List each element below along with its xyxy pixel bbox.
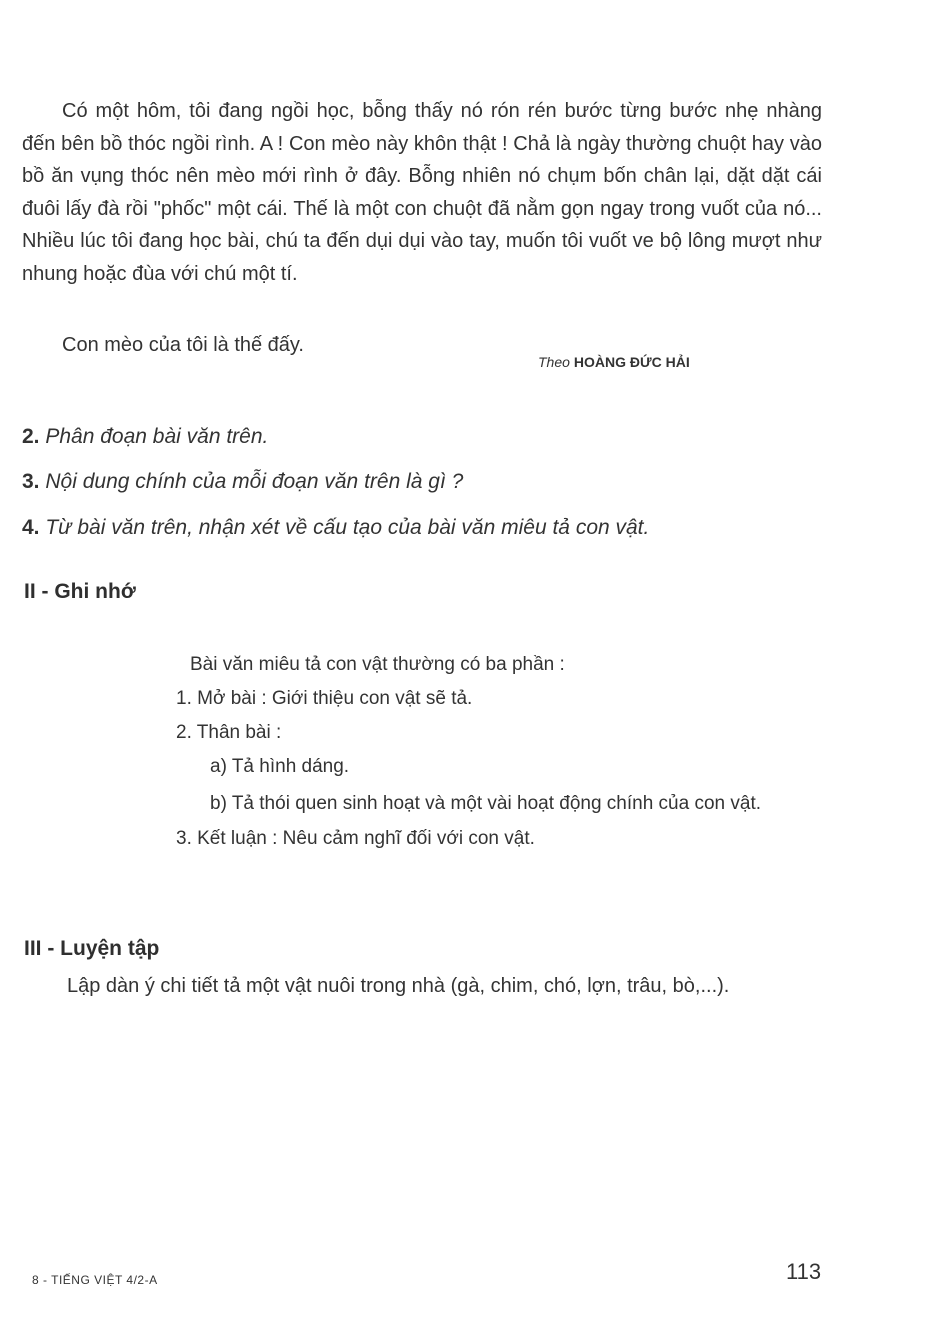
question-number: 3. [22,470,40,493]
memo-intro: Bài văn miêu tả con vật thường có ba phần : [190,654,565,675]
question-number: 2. [22,425,40,448]
question-2 [22,425,268,449]
story-paragraph-2-text: Con mèo của tôi là thế đấy. [62,334,304,356]
memo-item-2b: b) Tả thói quen sinh hoạt và một vài hoạt động chính của con vật. [210,793,762,814]
page-number: 113 [786,1259,822,1284]
question-text: Từ bài văn trên, nhận xét về cấu tạo của bài văn miêu tả con vật. [45,516,650,539]
practice-text: Lập dàn ý chi tiết tả một vật nuôi trong nhà (gà, chim, chó, lợn, trâu, bò,...). [67,975,730,997]
story-paragraph-1 [22,95,822,290]
question-text: Phân đoạn bài văn trên. [45,425,269,448]
section-heading-luyen-tap: III - Luyện tập [24,937,160,960]
attribution-prefix: Theo [538,354,570,370]
memo-item-2: 2. Thân bài : [176,722,282,743]
question-4 [22,516,649,540]
question-number: 4. [22,516,40,539]
question-3 [22,470,463,494]
story-paragraph-1-text: Có một hôm, tôi đang ngồi học, bỗng thấy nó rón rén bước từng bước nhẹ nhàng đến bên bồ thóc ngồi rình. A ! Con mèo này khôn thật ! Chả là ngày thường chuột hay vào bồ ăn vụng thóc nên mèo mới rình ở đây. Bỗng nhiên nó chụm bốn chân lại, dặt dặt cái đuôi lấy đà rồi "phốc" một cái. Thế là một con chuột đã nằm gọn ngay trong vuốt của nó... Nhiều lúc tôi đang học bài, chú ta đến dụi dụi vào tay, muốn tôi vuốt ve bộ lông mượt như nhung hoặc đùa với chú một tí. [22,100,822,285]
section-heading-ghi-nho: II - Ghi nhớ [24,580,136,603]
memo-item-1: 1. Mở bài : Giới thiệu con vật sẽ tả. [176,688,473,709]
question-text: Nội dung chính của mỗi đoạn văn trên là gì ? [45,470,464,493]
attribution-author: HOÀNG ĐỨC HẢI [573,354,690,370]
footer-book-label: 8 - TIẾNG VIỆT 4/2-A [32,1273,158,1287]
memo-box [176,648,816,856]
memo-item-3: 3. Kết luận : Nêu cảm nghĩ đối với con vật. [176,828,535,849]
story-attribution [538,354,690,370]
story-paragraph-2 [22,329,822,362]
memo-item-2a: a) Tả hình dáng. [210,756,350,777]
